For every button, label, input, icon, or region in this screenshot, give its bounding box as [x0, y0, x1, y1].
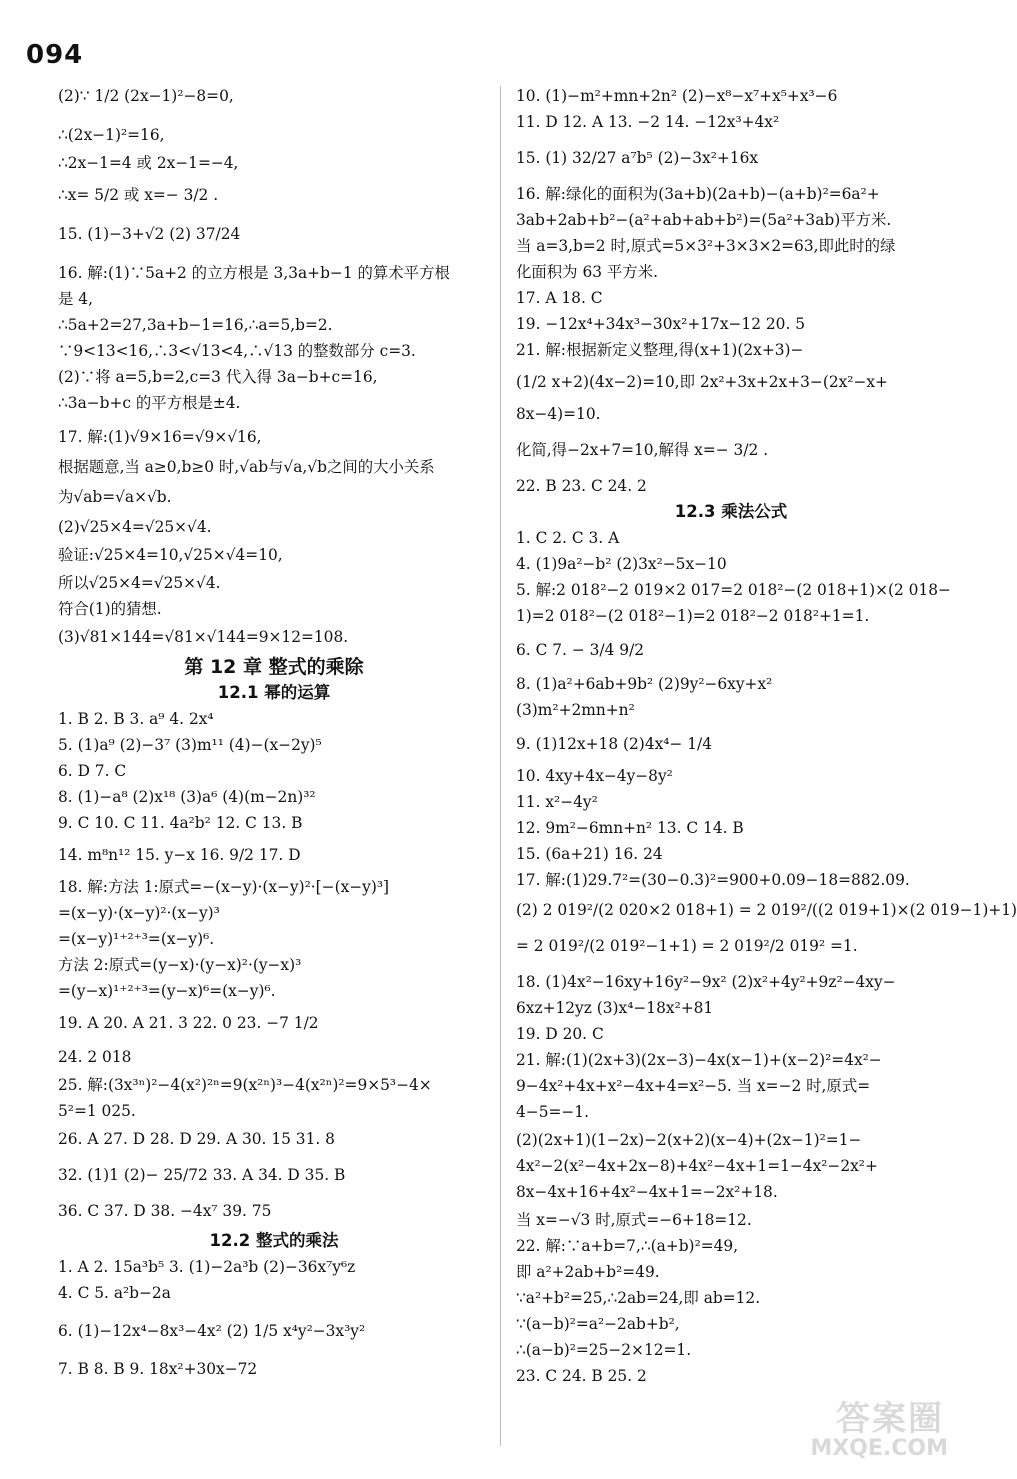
section-heading: 12.3 乘法公式 — [674, 502, 788, 521]
section-heading: 12.2 整式的乘法 — [209, 1231, 339, 1250]
right-column — [516, 86, 1017, 1386]
answer-line: 15. (6a+21) 16. 24 — [516, 845, 663, 863]
answer-line: 即 a²+2ab+b²=49. — [516, 1263, 660, 1281]
answer-line: ∴3a−b+c 的平方根是±4. — [58, 394, 241, 412]
answer-line: 为√ab=√a×√b. — [58, 488, 172, 506]
answer-line: 5. (1)a⁹ (2)−3⁷ (3)m¹¹ (4)−(x−2y)⁵ — [58, 736, 322, 754]
answer-line: 1. C 2. C 3. A — [516, 529, 620, 547]
answer-line: 8. (1)−a⁸ (2)x¹⁸ (3)a⁶ (4)(m−2n)³² — [58, 788, 316, 806]
watermark — [810, 1391, 954, 1461]
answer-line: 6. (1)−12x⁴−8x³−4x² (2) 1/5 x⁴y²−3x³y² — [58, 1322, 366, 1340]
answer-line: (3)m²+2mn+n² — [516, 701, 635, 719]
answer-line: 12. 9m²−6mn+n² 13. C 14. B — [516, 819, 744, 837]
answer-line: 17. A 18. C — [516, 289, 603, 307]
answer-line: 验证:√25×4=10,√25×√4=10, — [58, 546, 283, 564]
answer-line: 当 a=3,b=2 时,原式=5×3²+3×3×2=63,即此时的绿 — [516, 237, 896, 255]
answer-line: 10. 4xy+4x−4y−8y² — [516, 767, 673, 785]
answer-line: 6xz+12yz (3)x⁴−18x²+81 — [516, 999, 714, 1017]
answer-line: 10. (1)−m²+mn+2n² (2)−x⁸−x⁷+x⁵+x³−6 — [516, 87, 838, 105]
answer-line: 1. B 2. B 3. a⁹ 4. 2x⁴ — [58, 710, 214, 728]
answer-line: 当 x=−√3 时,原式=−6+18=12. — [516, 1211, 752, 1229]
answer-line: 9−4x²+4x+x²−4x+4=x²−5. 当 x=−2 时,原式= — [516, 1077, 871, 1095]
answer-line: (2)∵ 1/2 (2x−1)²−8=0, — [58, 87, 234, 105]
answer-line: 19. −12x⁴+34x³−30x²+17x−12 20. 5 — [516, 315, 806, 333]
answer-line: ∴5a+2=27,3a+b−1=16,∴a=5,b=2. — [58, 316, 333, 334]
answer-line: 方法 2:原式=(y−x)·(y−x)²·(y−x)³ — [58, 956, 302, 974]
answer-line: 4. C 5. a²b−2a — [58, 1284, 171, 1302]
answer-line: 4−5=−1. — [516, 1103, 589, 1121]
answer-line: 是 4, — [58, 290, 93, 308]
answer-line: 19. A 20. A 21. 3 22. 0 23. −7 1/2 — [58, 1014, 319, 1032]
answer-line: 15. (1) 32/27 a⁷b⁵ (2)−3x²+16x — [516, 149, 759, 167]
answer-line: (2)∵将 a=5,b=2,c=3 代入得 3a−b+c=16, — [58, 368, 378, 386]
answer-line: ∴x= 5/2 或 x=− 3/2 . — [58, 186, 219, 204]
answer-line: 16. 解:(1)∵5a+2 的立方根是 3,3a+b−1 的算术平方根 — [58, 264, 450, 282]
left-column — [58, 86, 490, 1379]
answer-line: 4x²−2(x²−4x+2x−8)+4x²−4x+1=1−4x²−2x²+ — [516, 1157, 878, 1175]
answer-line: 23. C 24. B 25. 2 — [516, 1367, 647, 1385]
answer-line: ∴(2x−1)²=16, — [58, 126, 165, 144]
answer-line: (2)(2x+1)(1−2x)−2(x+2)(x−4)+(2x−1)²=1− — [516, 1131, 862, 1149]
answer-line: 17. 解:(1)√9×16=√9×√16, — [58, 428, 262, 446]
answer-line: =(y−x)¹⁺²⁺³=(y−x)⁶=(x−y)⁶. — [58, 982, 276, 1000]
answer-line: 1. A 2. 15a³b⁵ 3. (1)−2a³b (2)−36x⁷y⁶z — [58, 1258, 356, 1276]
answer-line: 16. 解:绿化的面积为(3a+b)(2a+b)−(a+b)²=6a²+ — [516, 185, 880, 203]
answer-line: (2) 2 019²/(2 020×2 018+1) = 2 019²/((2 019+1)×(2 019−1)+1) — [516, 901, 1017, 919]
answer-line: 11. D 12. A 13. −2 14. −12x³+4x² — [516, 113, 780, 131]
answer-line: ∵a²+b²=25,∴2ab=24,即 ab=12. — [516, 1289, 761, 1307]
answer-line: 18. 解:方法 1:原式=−(x−y)·(x−y)²·[−(x−y)³] — [58, 878, 390, 896]
answer-line: 19. D 20. C — [516, 1025, 604, 1043]
answer-line: 6. C 7. − 3/4 9/2 — [516, 641, 645, 659]
answer-line: 21. 解:根据新定义整理,得(x+1)(2x+3)− — [516, 341, 804, 359]
answer-line: 化面积为 63 平方米. — [516, 263, 658, 281]
answer-line: 26. A 27. D 28. D 29. A 30. 15 31. 8 — [58, 1130, 335, 1148]
answer-line: 24. 2 018 — [58, 1048, 132, 1066]
answer-line: 14. m⁸n¹² 15. y−x 16. 9/2 17. D — [58, 846, 301, 864]
answer-line: 32. (1)1 (2)− 25/72 33. A 34. D 35. B — [58, 1166, 346, 1184]
answer-line: 11. x²−4y² — [516, 793, 598, 811]
answer-line: 3ab+2ab+b²−(a²+ab+ab+b²)=(5a²+3ab)平方米. — [516, 211, 892, 229]
answer-line: 36. C 37. D 38. −4x⁷ 39. 75 — [58, 1202, 272, 1220]
answer-line: 21. 解:(1)(2x+3)(2x−3)−4x(x−1)+(x−2)²=4x²− — [516, 1051, 882, 1069]
answer-line: (3)√81×144=√81×√144=9×12=108. — [58, 628, 349, 646]
answer-line: ∴2x−1=4 或 2x−1=−4, — [58, 154, 239, 172]
answer-line: 17. 解:(1)29.7²=(30−0.3)²=900+0.09−18=882.09. — [516, 871, 910, 889]
answer-line: ∵(a−b)²=a²−2ab+b², — [516, 1315, 680, 1333]
answer-line: 18. (1)4x²−16xy+16y²−9x² (2)x²+4y²+9z²−4xy− — [516, 973, 896, 991]
watermark-logo: 答案圈 — [836, 1399, 944, 1439]
answer-line: 22. 解:∵a+b=7,∴(a+b)²=49, — [516, 1237, 739, 1255]
column-divider — [500, 86, 501, 1446]
answer-line: (1/2 x+2)(4x−2)=10,即 2x²+3x+2x+3−(2x²−x+ — [516, 373, 888, 391]
watermark-site: MXQE.COM — [810, 1436, 948, 1461]
answer-line: ∴(a−b)²=25−2×12=1. — [516, 1341, 692, 1359]
answer-line: 8. (1)a²+6ab+9b² (2)9y²−6xy+x² — [516, 675, 773, 693]
answer-line: 8x−4)=10. — [516, 405, 601, 423]
answer-line: 根据题意,当 a≥0,b≥0 时,√ab与√a,√b之间的大小关系 — [58, 458, 435, 476]
answer-line: 22. B 23. C 24. 2 — [516, 477, 647, 495]
page-number: 094 — [26, 40, 84, 70]
answer-line: 1)=2 018²−(2 018²−1)=2 018²−2 018²+1=1. — [516, 607, 870, 625]
chapter-heading: 第 12 章 整式的乘除 — [184, 656, 364, 678]
answer-line: 4. (1)9a²−b² (2)3x²−5x−10 — [516, 555, 727, 573]
answer-line: 9. C 10. C 11. 4a²b² 12. C 13. B — [58, 814, 303, 832]
answer-line: 所以√25×4=√25×√4. — [58, 574, 221, 592]
answer-line: 化简,得−2x+7=10,解得 x=− 3/2 . — [516, 441, 769, 459]
answer-line: 9. (1)12x+18 (2)4x⁴− 1/4 — [516, 735, 713, 753]
section-heading: 12.1 幂的运算 — [217, 683, 331, 702]
answer-line: (2)√25×4=√25×√4. — [58, 518, 212, 536]
answer-line: 25. 解:(3x³ⁿ)²−4(x²)²ⁿ=9(x²ⁿ)³−4(x²ⁿ)²=9×5³−4× — [58, 1076, 432, 1094]
answer-line: 15. (1)−3+√2 (2) 37/24 — [58, 225, 241, 243]
answer-line: =(x−y)·(x−y)²·(x−y)³ — [58, 904, 220, 922]
answer-line: 6. D 7. C — [58, 762, 127, 780]
answer-line: ∵9<13<16,∴3<√13<4,∴√13 的整数部分 c=3. — [58, 342, 416, 360]
answer-line: 8x−4x+16+4x²−4x+1=−2x²+18. — [516, 1183, 778, 1201]
answer-line: 5. 解:2 018²−2 019×2 017=2 018²−(2 018+1)×(2 018− — [516, 581, 951, 599]
answer-line: 符合(1)的猜想. — [58, 600, 162, 618]
answer-line: =(x−y)¹⁺²⁺³=(x−y)⁶. — [58, 930, 215, 948]
answer-line: = 2 019²/(2 019²−1+1) = 2 019²/2 019² =1. — [516, 937, 858, 955]
answer-line: 5²=1 025. — [58, 1102, 136, 1120]
answer-line: 7. B 8. B 9. 18x²+30x−72 — [58, 1360, 258, 1378]
